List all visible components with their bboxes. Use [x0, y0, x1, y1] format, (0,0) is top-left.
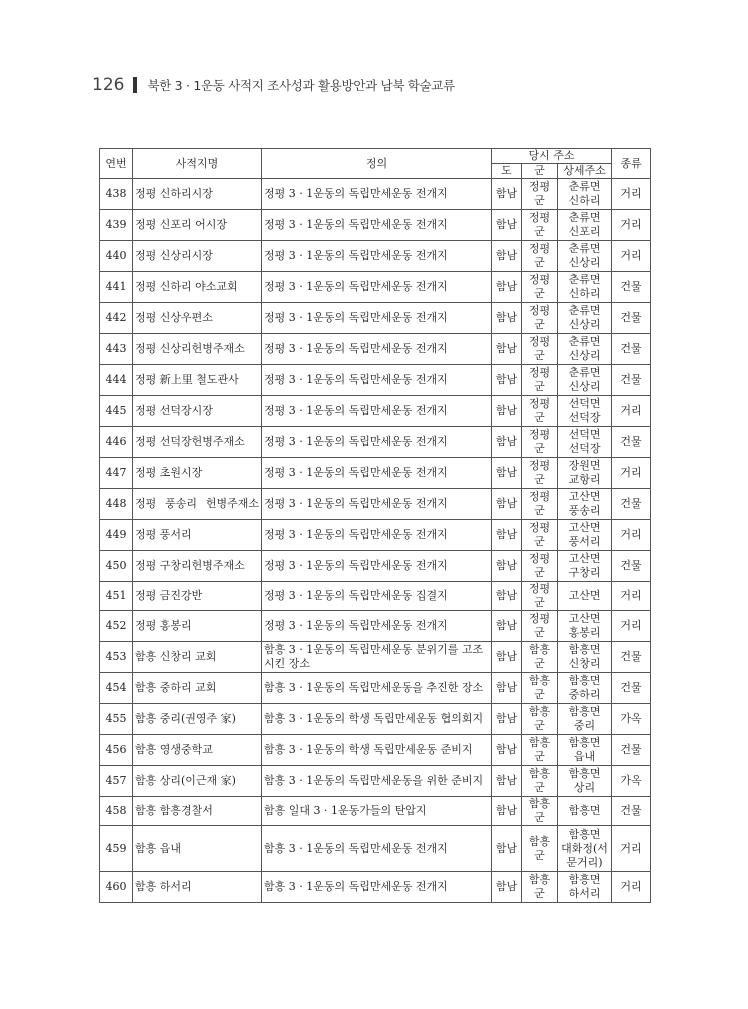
cell-no: 459 [100, 826, 133, 872]
cell-province: 함남 [492, 210, 522, 241]
table-body [100, 179, 651, 903]
cell-no: 450 [100, 551, 133, 582]
table-row [100, 210, 651, 241]
cell-detail-address: 고산면 홍봉리 [558, 611, 612, 642]
cell-definition: 정평 3 · 1운동의 독립만세운동 집결지 [262, 582, 492, 611]
cell-type: 거리 [612, 179, 651, 210]
cell-province: 함남 [492, 334, 522, 365]
table-row [100, 365, 651, 396]
header-detail: 상세주소 [558, 164, 612, 179]
cell-site-name: 함흥 영생중학교 [133, 735, 262, 766]
cell-detail-address: 함흥면 신창리 [558, 642, 612, 673]
cell-detail-address: 함흥면 하서리 [558, 872, 612, 903]
cell-site-name: 함흥 함흥경찰서 [133, 797, 262, 826]
cell-county: 정평군 [522, 241, 558, 272]
table-row [100, 427, 651, 458]
cell-site-name: 함흥 하서리 [133, 872, 262, 903]
cell-province: 함남 [492, 520, 522, 551]
cell-type: 건물 [612, 797, 651, 826]
cell-definition: 함흥 일대 3 · 1운동가들의 탄압지 [262, 797, 492, 826]
cell-site-name: 정평 신포리 어시장 [133, 210, 262, 241]
cell-county: 함흥군 [522, 826, 558, 872]
table-row [100, 179, 651, 210]
cell-detail-address: 함흥면 중리 [558, 704, 612, 735]
cell-definition: 정평 3 · 1운동의 독립만세운동 전개지 [262, 458, 492, 489]
cell-site-name: 정평 풍송리 헌병주재소 [133, 489, 262, 520]
cell-site-name: 함흥 중하리 교회 [133, 673, 262, 704]
header-province: 도 [492, 164, 522, 179]
cell-site-name: 함흥 신창리 교회 [133, 642, 262, 673]
table-row [100, 642, 651, 673]
cell-province: 함남 [492, 458, 522, 489]
cell-type: 거리 [612, 826, 651, 872]
cell-definition: 정평 3 · 1운동의 독립만세운동 전개지 [262, 611, 492, 642]
header-no: 연번 [100, 149, 133, 179]
cell-county: 정평군 [522, 458, 558, 489]
cell-definition: 정평 3 · 1운동의 독립만세운동 전개지 [262, 179, 492, 210]
cell-province: 함남 [492, 396, 522, 427]
running-header [92, 73, 455, 97]
cell-county: 정평군 [522, 520, 558, 551]
cell-site-name: 정평 선덕장시장 [133, 396, 262, 427]
cell-no: 451 [100, 582, 133, 611]
cell-county: 정평군 [522, 396, 558, 427]
cell-site-name: 정평 풍서리 [133, 520, 262, 551]
cell-detail-address: 춘류면 신상리 [558, 241, 612, 272]
cell-definition: 정평 3 · 1운동의 독립만세운동 전개지 [262, 272, 492, 303]
cell-detail-address: 고산면 [558, 582, 612, 611]
cell-no: 452 [100, 611, 133, 642]
cell-no: 456 [100, 735, 133, 766]
cell-detail-address: 춘류면 신상리 [558, 365, 612, 396]
cell-no: 440 [100, 241, 133, 272]
cell-province: 함남 [492, 797, 522, 826]
table-row [100, 489, 651, 520]
header-separator-bar [133, 77, 137, 93]
cell-detail-address: 함흥면 [558, 797, 612, 826]
cell-definition: 함흥 3 · 1운동의 학생 독립만세운동 준비지 [262, 735, 492, 766]
cell-county: 정평군 [522, 551, 558, 582]
table-row [100, 303, 651, 334]
cell-detail-address: 선덕면 선덕장 [558, 427, 612, 458]
cell-no: 438 [100, 179, 133, 210]
cell-no: 448 [100, 489, 133, 520]
cell-definition: 함흥 3 · 1운동의 독립만세운동을 위한 준비지 [262, 766, 492, 797]
cell-site-name: 정평 신하리시장 [133, 179, 262, 210]
cell-county: 정평군 [522, 611, 558, 642]
cell-county: 정평군 [522, 334, 558, 365]
cell-site-name: 정평 선덕장헌병주재소 [133, 427, 262, 458]
cell-site-name: 함흥 상리(이근재 家) [133, 766, 262, 797]
table-row [100, 826, 651, 872]
cell-county: 정평군 [522, 210, 558, 241]
cell-type: 거리 [612, 210, 651, 241]
cell-site-name: 정평 신상리헌병주재소 [133, 334, 262, 365]
cell-detail-address: 선덕면 선덕장 [558, 396, 612, 427]
cell-detail-address: 고산면 풍송리 [558, 489, 612, 520]
header-definition: 정의 [262, 149, 492, 179]
table-row [100, 458, 651, 489]
cell-province: 함남 [492, 272, 522, 303]
cell-definition: 정평 3 · 1운동의 독립만세운동 전개지 [262, 303, 492, 334]
cell-no: 441 [100, 272, 133, 303]
cell-province: 함남 [492, 303, 522, 334]
cell-type: 건물 [612, 427, 651, 458]
cell-type: 가옥 [612, 766, 651, 797]
cell-site-name: 함흥 읍내 [133, 826, 262, 872]
cell-province: 함남 [492, 673, 522, 704]
cell-detail-address: 춘류면 신하리 [558, 272, 612, 303]
cell-type: 건물 [612, 334, 651, 365]
table-row [100, 872, 651, 903]
table-row [100, 673, 651, 704]
table-row [100, 735, 651, 766]
cell-definition: 정평 3 · 1운동의 독립만세운동 전개지 [262, 551, 492, 582]
cell-province: 함남 [492, 872, 522, 903]
cell-no: 453 [100, 642, 133, 673]
cell-province: 함남 [492, 704, 522, 735]
cell-county: 정평군 [522, 427, 558, 458]
cell-no: 442 [100, 303, 133, 334]
cell-definition: 함흥 3 · 1운동의 독립만세운동 전개지 [262, 826, 492, 872]
cell-definition: 함흥 3 · 1운동의 독립만세운동을 추진한 장소 [262, 673, 492, 704]
table-row [100, 797, 651, 826]
cell-type: 건물 [612, 365, 651, 396]
cell-type: 거리 [612, 582, 651, 611]
table-row [100, 334, 651, 365]
cell-county: 함흥군 [522, 704, 558, 735]
header-name: 사적지명 [133, 149, 262, 179]
cell-definition: 함흥 3 · 1운동의 학생 독립만세운동 협의회지 [262, 704, 492, 735]
cell-province: 함남 [492, 611, 522, 642]
cell-type: 거리 [612, 520, 651, 551]
cell-no: 460 [100, 872, 133, 903]
cell-detail-address: 고산면 풍서리 [558, 520, 612, 551]
table-row [100, 766, 651, 797]
cell-detail-address: 함흥면 읍내 [558, 735, 612, 766]
cell-county: 함흥군 [522, 735, 558, 766]
cell-type: 건물 [612, 735, 651, 766]
table-row [100, 272, 651, 303]
cell-county: 함흥군 [522, 797, 558, 826]
table-row [100, 611, 651, 642]
cell-site-name: 정평 신상우편소 [133, 303, 262, 334]
page-number: 126 [92, 75, 125, 95]
header-address-group: 당시 주소 [492, 149, 612, 164]
table-row [100, 551, 651, 582]
cell-no: 447 [100, 458, 133, 489]
cell-type: 거리 [612, 396, 651, 427]
table-row [100, 520, 651, 551]
running-title: 북한 3 · 1운동 사적지 조사성과 활용방안과 남북 학술교류 [147, 78, 455, 93]
cell-detail-address: 고산면 구창리 [558, 551, 612, 582]
cell-province: 함남 [492, 427, 522, 458]
cell-no: 445 [100, 396, 133, 427]
cell-no: 439 [100, 210, 133, 241]
cell-site-name: 정평 구창리헌병주재소 [133, 551, 262, 582]
cell-county: 정평군 [522, 365, 558, 396]
heritage-site-table [99, 148, 651, 903]
cell-type: 가옥 [612, 704, 651, 735]
table-row [100, 241, 651, 272]
table-header [100, 149, 651, 179]
cell-detail-address: 춘류면 신포리 [558, 210, 612, 241]
cell-province: 함남 [492, 642, 522, 673]
cell-detail-address: 장원면 교항리 [558, 458, 612, 489]
cell-site-name: 정평 신하리 야소교회 [133, 272, 262, 303]
cell-province: 함남 [492, 582, 522, 611]
cell-county: 정평군 [522, 303, 558, 334]
cell-detail-address: 춘류면 신상리 [558, 334, 612, 365]
cell-site-name: 정평 신상리시장 [133, 241, 262, 272]
header-type: 종류 [612, 149, 651, 179]
cell-no: 454 [100, 673, 133, 704]
cell-province: 함남 [492, 735, 522, 766]
cell-definition: 정평 3 · 1운동의 독립만세운동 전개지 [262, 427, 492, 458]
table-row [100, 704, 651, 735]
cell-county: 정평군 [522, 272, 558, 303]
cell-site-name: 정평 홍봉리 [133, 611, 262, 642]
cell-definition: 정평 3 · 1운동의 독립만세운동 전개지 [262, 520, 492, 551]
cell-type: 건물 [612, 673, 651, 704]
cell-definition: 함흥 3 · 1운동의 독립만세운동 전개지 [262, 872, 492, 903]
cell-type: 거리 [612, 458, 651, 489]
cell-type: 건물 [612, 489, 651, 520]
cell-site-name: 정평 초원시장 [133, 458, 262, 489]
cell-definition: 정평 3 · 1운동의 독립만세운동 전개지 [262, 365, 492, 396]
cell-definition: 정평 3 · 1운동의 독립만세운동 전개지 [262, 489, 492, 520]
cell-type: 건물 [612, 642, 651, 673]
cell-definition: 함흥 3 · 1운동의 독립만세운동 분위기를 고조시킨 장소 [262, 642, 492, 673]
cell-county: 정평군 [522, 582, 558, 611]
header-county: 군 [522, 164, 558, 179]
table-row [100, 396, 651, 427]
cell-province: 함남 [492, 365, 522, 396]
cell-detail-address: 함흥면 대화정(서 문거리) [558, 826, 612, 872]
cell-type: 거리 [612, 611, 651, 642]
cell-province: 함남 [492, 179, 522, 210]
cell-no: 449 [100, 520, 133, 551]
cell-site-name: 함흥 중리(권영주 家) [133, 704, 262, 735]
cell-county: 정평군 [522, 179, 558, 210]
cell-province: 함남 [492, 489, 522, 520]
cell-definition: 정평 3 · 1운동의 독립만세운동 전개지 [262, 210, 492, 241]
cell-province: 함남 [492, 766, 522, 797]
cell-no: 458 [100, 797, 133, 826]
cell-county: 함흥군 [522, 766, 558, 797]
cell-province: 함남 [492, 551, 522, 582]
cell-province: 함남 [492, 241, 522, 272]
cell-type: 건물 [612, 303, 651, 334]
cell-county: 정평군 [522, 489, 558, 520]
cell-no: 455 [100, 704, 133, 735]
cell-detail-address: 함흥면 상리 [558, 766, 612, 797]
cell-county: 함흥군 [522, 673, 558, 704]
cell-site-name: 정평 금진강반 [133, 582, 262, 611]
cell-definition: 정평 3 · 1운동의 독립만세운동 전개지 [262, 396, 492, 427]
cell-no: 443 [100, 334, 133, 365]
cell-definition: 정평 3 · 1운동의 독립만세운동 전개지 [262, 334, 492, 365]
cell-detail-address: 춘류면 신하리 [558, 179, 612, 210]
cell-detail-address: 함흥면 중하리 [558, 673, 612, 704]
cell-no: 444 [100, 365, 133, 396]
cell-no: 446 [100, 427, 133, 458]
table-row [100, 582, 651, 611]
cell-type: 거리 [612, 241, 651, 272]
cell-type: 건물 [612, 551, 651, 582]
cell-county: 함흥군 [522, 872, 558, 903]
cell-definition: 정평 3 · 1운동의 독립만세운동 전개지 [262, 241, 492, 272]
cell-type: 거리 [612, 872, 651, 903]
cell-province: 함남 [492, 826, 522, 872]
cell-county: 함흥군 [522, 642, 558, 673]
cell-no: 457 [100, 766, 133, 797]
cell-type: 건물 [612, 272, 651, 303]
cell-site-name: 정평 新上里 철도관사 [133, 365, 262, 396]
cell-detail-address: 춘류면 신상리 [558, 303, 612, 334]
